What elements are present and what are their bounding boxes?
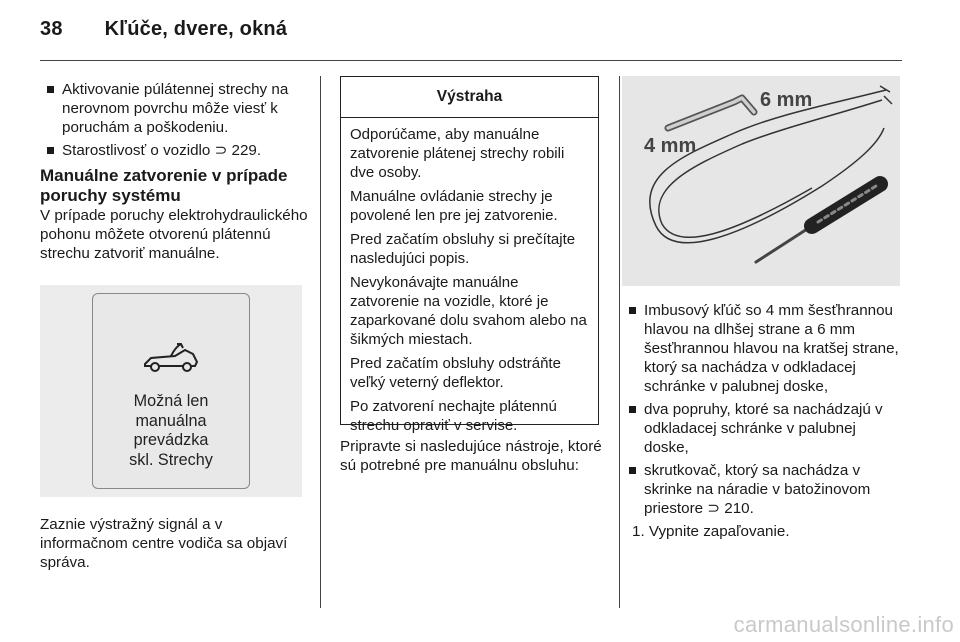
intro-paragraph: V prípade poruchy elektrohydraulického pohonu môžete otvorenú plátennú strechu zatvoriť manuálne. xyxy=(40,207,308,262)
display-panel xyxy=(92,293,250,489)
warning-paragraph: Po zatvorení nechajte plátennú strechu opraviť v servise. xyxy=(350,398,557,434)
display-message xyxy=(93,392,249,470)
section-heading: Manuálne zatvorenie v prípade poruchy systému xyxy=(40,166,288,205)
page-number: 38 xyxy=(40,18,63,40)
driver-info-display-figure xyxy=(40,285,302,497)
left-caption-block xyxy=(40,515,310,572)
warning-body xyxy=(341,118,598,435)
list-item: Starostlivosť o vozidlo ⊃ 229. xyxy=(40,141,308,160)
watermark: carmanualsonline.info xyxy=(733,612,954,637)
hex-key-icon xyxy=(668,98,754,128)
display-line: Možná len xyxy=(133,392,209,410)
page-header xyxy=(40,18,287,41)
tools-paragraph: Pripravte si nasledujúce nástroje, ktoré sú potrebné pre manuálnu obsluhu: xyxy=(340,438,602,474)
list-item: dva popruhy, ktoré sa nachádzajú v odkladacej schránke v palubnej doske, xyxy=(622,400,902,457)
tools-text-block xyxy=(340,437,602,475)
right-text-block xyxy=(622,301,902,541)
left-bullet-list xyxy=(40,80,308,160)
step-item: 1. Vypnite zapaľovanie. xyxy=(632,523,790,540)
header-divider xyxy=(40,60,902,61)
tools-bullet-list xyxy=(622,301,902,518)
list-item: skrutkovač, ktorý sa nachádza v skrinke na náradie v batožinovom priestore ⊃ 210. xyxy=(622,461,902,518)
warning-box xyxy=(340,76,599,434)
warning-paragraph: Manuálne ovládanie strechy je povolené len pre jej zatvorenie. xyxy=(350,188,558,224)
tools-figure xyxy=(622,76,900,286)
display-line: prevádzka xyxy=(133,431,209,449)
tools-illustration xyxy=(622,76,900,286)
warning-title: Výstraha xyxy=(341,77,598,118)
page-title: Kľúče, dvere, okná xyxy=(104,18,288,40)
left-column xyxy=(40,80,308,263)
warning-paragraph: Odporúčame, aby manuálne zatvorenie plátenej strechy robili dve osoby. xyxy=(350,126,565,181)
column-divider-right xyxy=(619,76,620,608)
warning-paragraph: Pred začatím obsluhy si prečítajte nasledujúci popis. xyxy=(350,231,576,267)
column-divider-left xyxy=(320,76,321,608)
list-item: Imbusový kľúč so 4 mm šesťhrannou hlavou na dlhšej strane a 6 mm šesťhrannou hlavou na kratšej strane, ktorý sa nachádza v odkladacej schránke v palubnej doske, xyxy=(622,301,902,396)
caption-paragraph: Zaznie výstražný signál a v informačnom centre vodiča sa objaví správa. xyxy=(40,516,288,571)
screwdriver-icon xyxy=(756,184,880,262)
display-line: manuálna xyxy=(135,411,207,430)
label-6mm: 6 mm xyxy=(760,89,813,111)
warning-paragraph: Nevykonávajte manuálne zatvorenie na vozidle, ktoré je zaparkované dolu svahom alebo na šikmých miestach. xyxy=(350,274,587,348)
label-4mm: 4 mm xyxy=(644,135,697,157)
display-line: skl. Strechy xyxy=(129,450,213,469)
list-item: Aktivovanie púlátennej strechy na nerovnom povrchu môže viesť k poruchám a poškodeniu. xyxy=(40,80,308,137)
convertible-car-icon xyxy=(141,340,201,374)
warning-paragraph: Pred začatím obsluhy odstráňte veľký veterný deflektor. xyxy=(350,355,561,391)
